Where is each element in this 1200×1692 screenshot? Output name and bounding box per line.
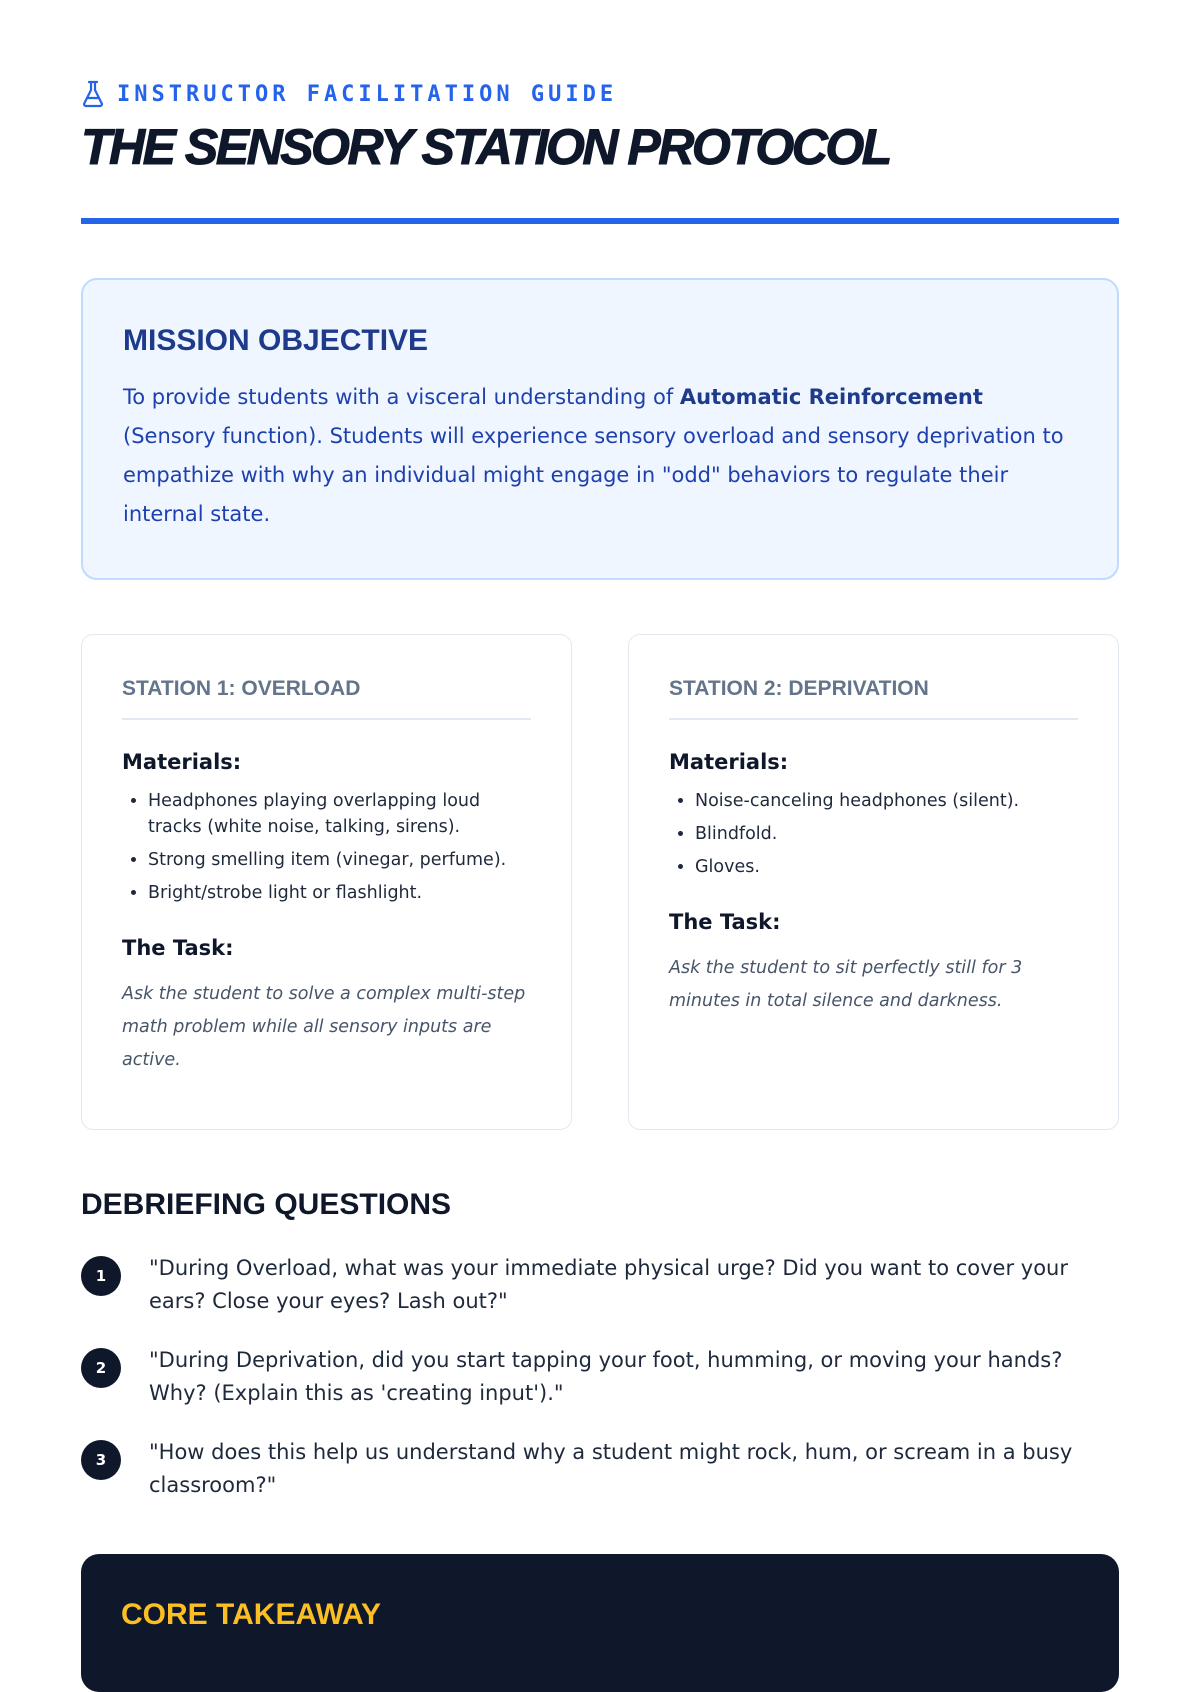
debriefing-section [81,1188,1119,1502]
question-text: "During Overload, what was your immediate physical urge? Did you want to cover your ears? Close your eyes? Lash out?" [149,1256,1068,1313]
mission-objective-box [81,278,1119,580]
core-takeaway-box [81,1554,1119,1692]
task-text: Ask the student to sit perfectly still for 3 minutes in total silence and darkness. [669,958,1023,1011]
debrief-heading: DEBRIEFING QUESTIONS [81,1188,452,1221]
eyebrow-label: INSTRUCTOR FACILITATION GUIDE [117,81,618,107]
materials-list [669,788,1078,880]
question-item [81,1252,1119,1318]
question-number-badge: 3 [81,1440,121,1480]
flask-icon [81,80,105,108]
question-item [81,1436,1119,1502]
task-label: The Task: [669,910,781,934]
materials-list [122,788,531,906]
station-card-overload [81,634,572,1130]
list-item: • Headphones playing overlapping loud tracks (white noise, talking, sirens). [148,788,531,840]
title-divider [81,218,1119,224]
list-item: • Gloves. [695,854,1078,880]
station-card-deprivation [628,634,1119,1130]
station-title: STATION 2: DEPRIVATION [669,677,1078,720]
materials-label: Materials: [669,750,789,774]
list-item: • Blindfold. [695,821,1078,847]
question-text: "How does this help us understand why a student might rock, hum, or scream in a busy classroom?" [149,1440,1073,1497]
eyebrow [81,80,1119,108]
question-item [81,1344,1119,1410]
list-item: • Bright/strobe light or flashlight. [148,880,531,906]
stations-row [81,634,1119,1130]
mission-text-end: (Sensory function). Students will experience sensory overload and sensory deprivation to empathize with why an individual might engage in "odd" behaviors to regulate their internal state. [123,424,1064,526]
page-title: THE SENSORY STATION PROTOCOL [81,119,890,175]
materials-label: Materials: [122,750,242,774]
question-number-badge: 1 [81,1256,121,1296]
list-item: • Strong smelling item (vinegar, perfume). [148,847,531,873]
question-text: "During Deprivation, did you start tapping your foot, humming, or moving your hands? Why? (Explain this as 'creating input')." [149,1348,1063,1405]
list-item: • Noise-canceling headphones (silent). [695,788,1078,814]
mission-text-start: To provide students with a visceral understanding of [123,385,680,409]
question-number-badge: 2 [81,1348,121,1388]
mission-highlight: Automatic Reinforcement [679,385,983,409]
task-label: The Task: [122,936,234,960]
task-text: Ask the student to solve a complex multi-step math problem while all sensory inputs are active. [122,984,526,1070]
mission-heading: MISSION OBJECTIVE [123,324,429,357]
mission-text [123,378,1077,534]
station-title: STATION 1: OVERLOAD [122,677,531,720]
takeaway-heading: CORE TAKEAWAY [121,1598,382,1631]
